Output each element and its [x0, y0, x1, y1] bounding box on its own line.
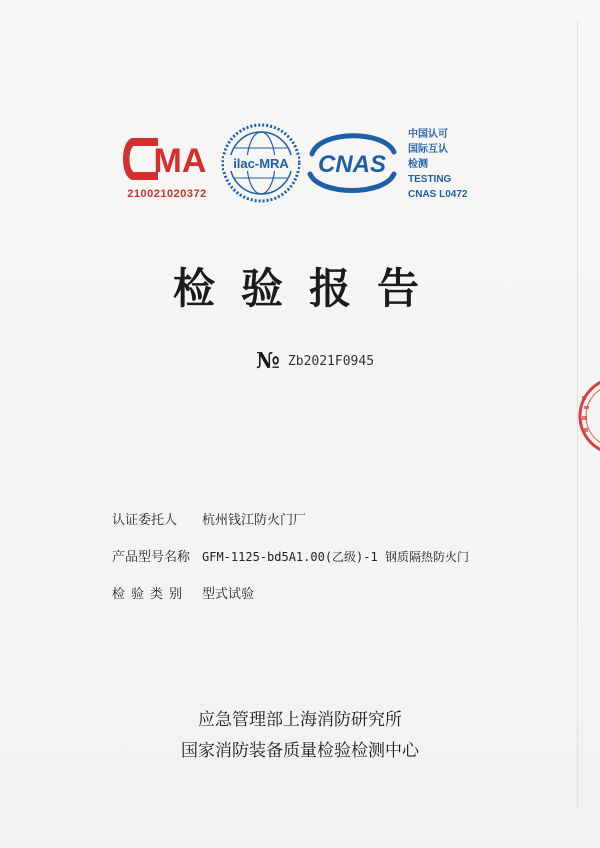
cnas-caption-line: 国际互认 [408, 144, 448, 155]
svg-text:MA: MA [153, 142, 207, 180]
field-label: 认证委托人 [112, 513, 178, 528]
cma-code: 210021020372 [127, 188, 207, 200]
field-label: 产品型号名称 [112, 550, 191, 565]
cnas-caption-line: TESTING [408, 174, 452, 185]
report-number-value: Zb2021F0945 [287, 353, 375, 369]
cnas-caption-line: 检测 [408, 159, 428, 170]
report-number [256, 348, 374, 374]
field-label: 检验类别 [112, 587, 189, 602]
cnas-logo [304, 128, 400, 198]
issuer-line: 应急管理部上海消防研究所 [198, 710, 402, 730]
field-value: 型式试验 [202, 587, 255, 602]
field-test-type [112, 583, 254, 602]
cnas-caption-line: 中国认可 [408, 129, 448, 140]
cnas-caption [408, 127, 467, 202]
field-value: GFM-1125-bd5A1.00(乙级)-1 钢质隔热防火门 [202, 550, 469, 564]
cma-emblem-icon [118, 132, 216, 188]
svg-text:CNAS: CNAS [317, 151, 387, 178]
ilac-mra-logo [220, 122, 302, 204]
cnas-emblem-icon [304, 128, 400, 198]
page-title: 检验报告 [172, 264, 445, 313]
ilac-globe-icon [220, 122, 302, 204]
svg-text:ilac-MRA: ilac-MRA [233, 156, 289, 171]
cma-logo [118, 132, 216, 208]
number-sign: № [256, 348, 280, 374]
red-seal-icon [576, 376, 600, 456]
issuer-line: 国家消防装备质量检验检测中心 [181, 741, 419, 761]
field-client [112, 509, 306, 528]
field-value: 杭州钱江防火门厂 [202, 513, 307, 528]
cnas-caption-line: CNAS L0472 [408, 189, 468, 200]
field-product [112, 546, 469, 565]
